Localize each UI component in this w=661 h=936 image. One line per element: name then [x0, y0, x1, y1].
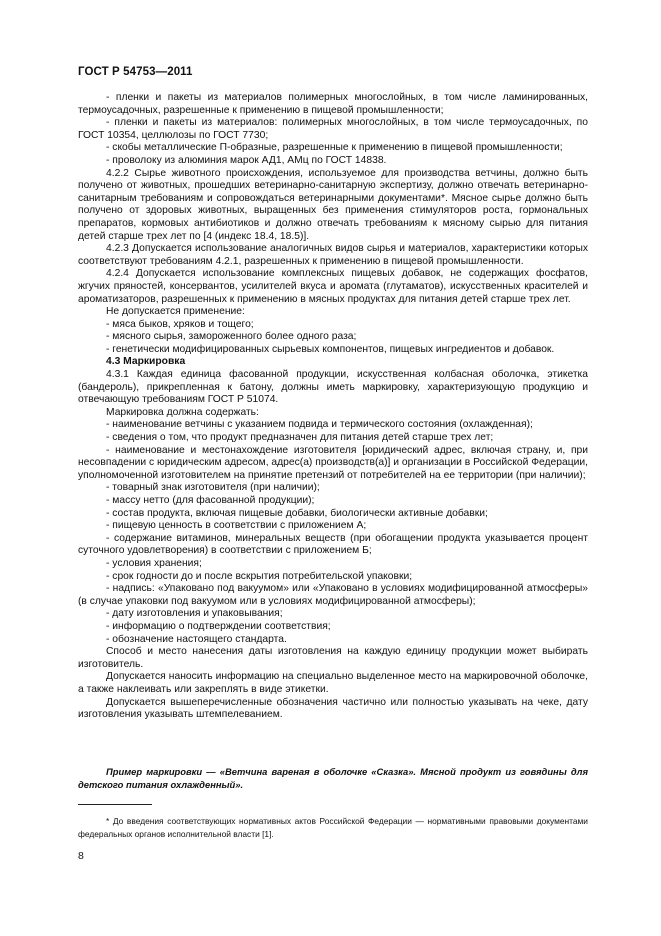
paragraph: 4.2.3 Допускается использование аналогичных видов сырья и материалов, характеристики которых соответствуют требованиям 4.2.1, разрешенных к применению в пищевой промышленности.	[78, 243, 588, 267]
paragraph: - состав продукта, включая пищевые добавки, биологически активные добавки;	[106, 507, 488, 519]
footnote: * До введения соответствующих нормативных актов Российской Федерации — нормативными правовыми документами федеральных органов исполнительной власти [1].	[78, 816, 588, 839]
paragraph: - дату изготовления и упаковывания;	[106, 608, 283, 620]
paragraph: - пищевую ценность в соответствии с приложением А;	[106, 520, 367, 532]
marking-example: Пример маркировки — «Ветчина вареная в оболочке «Сказка». Мясной продукт из говядины для детского питания охлажденный».	[78, 766, 588, 790]
page-number: 8	[78, 850, 84, 862]
paragraph: Не допускается применение:	[106, 306, 245, 318]
paragraph: - пленки и пакеты из материалов полимерных многослойных, в том числе ламинированных, термоусадочных, разрешенные к применению в пищевой промышленности;	[78, 92, 588, 116]
paragraph: - товарный знак изготовителя (при наличии);	[106, 482, 320, 494]
paragraph: Допускается наносить информацию на специально выделенное место на маркировочной оболочке, а также наклеивать или закреплять в виде этикетки.	[78, 671, 588, 695]
paragraph: 4.2.4 Допускается использование комплексных пищевых добавок, не содержащих фосфатов, жгучих пряностей, консервантов, усилителей вкуса и аромата (глутаматов), искусственных красителей и ароматизаторов, разрешенных к применению в мясных продуктах для питания детей старше трех лет.	[78, 268, 588, 305]
paragraph: - сведения о том, что продукт предназначен для питания детей старше трех лет;	[106, 432, 494, 444]
paragraph: - мясного сырья, замороженного более одного раза;	[106, 331, 357, 343]
paragraph: - надпись: «Упаковано под вакуумом» или «Упаковано в условиях модифицированной атмосферы» (в случае упаковки под вакуумом или в условиях модифицированной атмосферы);	[78, 583, 588, 607]
paragraph: - содержание витаминов, минеральных веществ (при обогащении продукта указывается процент суточного удовлетворения) в соответствии с приложением Б;	[78, 532, 588, 557]
paragraph: - условия хранения;	[106, 557, 202, 569]
paragraph: Способ и место нанесения даты изготовления на каждую единицу продукции может выбирать изготовитель.	[78, 646, 588, 670]
paragraph: - пленки и пакеты из материалов: полимерных многослойных, в том числе термоусадочных, по ГОСТ 10354, целлюлозы по ГОСТ 7730;	[78, 117, 588, 141]
paragraph: - наименование и местонахождение изготовителя [юридический адрес, включая страну, и, при несовпадении с юридическим адресом, адрес(а) производств(а)] и организации в Российской Федерации, уполномоченной изготовителем на принятие претензий от потребителей на ее территории (при наличии);	[78, 444, 588, 481]
section-heading: 4.3 Маркировка	[106, 356, 186, 368]
paragraph: - обозначение настоящего стандарта.	[106, 633, 287, 645]
paragraph: - информацию о подтверждении соответствия;	[106, 620, 331, 632]
paragraph: - наименование ветчины с указанием подвида и термического состояния (охлажденная);	[106, 419, 533, 431]
paragraph: 4.3.1 Каждая единица фасованной продукции, искусственная колбасная оболочка, этикетка (бандероль), прикрепленная к батону, должны иметь маркировку, характеризующую продукцию и отвечающую требованиям ГОСТ Р 51074.	[78, 369, 588, 406]
paragraph: - генетически модифицированных сырьевых компонентов, пищевых ингредиентов и добавок.	[106, 343, 555, 355]
paragraph: - скобы металлические П-образные, разрешенные к применению в пищевой промышленности;	[106, 142, 563, 154]
footnote-divider	[78, 804, 152, 805]
paragraph: - массу нетто (для фасованной продукции);	[106, 495, 315, 506]
paragraph: 4.2.2 Сырье животного происхождения, используемое для производства ветчины, должно быть получено от животных, прошедших ветеринарно-санитарную экспертизу, должно отвечать ветеринарно-санитарным требованиям и сопровождаться ветеринарными документами*. Мясное сырье должно быть получено от здоровых животных, выращенных без применения стимуляторов роста, гормональных препаратов, кормовых антибиотиков и должно отвечать требованиям к мясному сырью для питания детей старше трех лет по [4 (индекс 18.4, 18.5)].	[78, 167, 588, 242]
paragraph: - срок годности до и после вскрытия потребительской упаковки;	[106, 570, 413, 582]
paragraph: - мяса быков, хряков и тощего;	[106, 318, 254, 330]
paragraph: Допускается вышеперечисленные обозначения частично или полностью указывать на чеке, дату изготовления указывать штемпелеванием.	[78, 696, 588, 721]
body-text	[78, 92, 588, 722]
paragraph: Маркировка должна содержать:	[106, 406, 259, 418]
paragraph: - проволоку из алюминия марок АД1, АМц по ГОСТ 14838.	[106, 154, 387, 166]
document-header: ГОСТ Р 54753—2011	[78, 66, 193, 78]
